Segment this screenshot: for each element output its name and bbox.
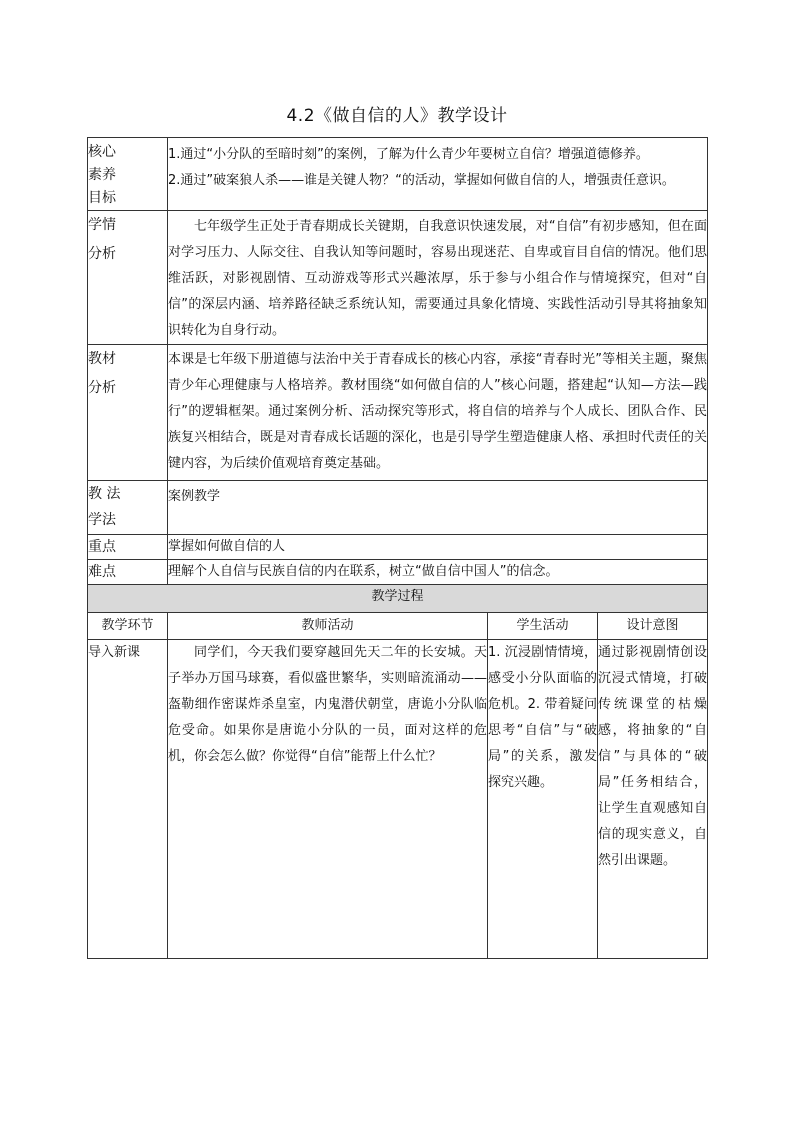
core-literacy-line-1: 1.通过“小分队的至暗时刻”的案例，了解为什么青少年要树立自信？增强道德修养。 [168, 147, 649, 162]
key-point-label: 重点 [88, 535, 168, 560]
material-analysis-cell [168, 345, 708, 481]
row-learner-analysis [88, 211, 708, 345]
row-process-heading [88, 585, 708, 613]
row-core-literacy [88, 138, 708, 211]
row-intro [88, 640, 708, 959]
intro-design-intent: 通过影视剧情创设沉浸式情境，打破传统课堂的枯燥感，将抽象的“自信”与具体的“破局”任务相结合，让学生直观感知自信的现实意义，自然引出课题。 [598, 640, 708, 959]
column-teacher: 教师活动 [168, 613, 488, 640]
core-literacy-content [168, 138, 708, 211]
row-material-analysis [88, 345, 708, 481]
material-analysis-text: 本课是七年级下册道德与法治中关于青春成长的核心内容，承接“青春时光”等相关主题，聚焦青少年心理健康与人格培养。教材围绕“如何做自信的人”核心问题，搭建起“认知—方法—践行”的逻辑框架。通过案例分析、活动探究等形式，将自信的培养与个人成长、团队合作、民族复兴相结合，既是对青春成长话题的深化，也是引导学生塑造健康人格、承担时代责任的关键内容，为后续价值观培育奠定基础。 [168, 352, 708, 471]
process-heading: 教学过程 [88, 585, 708, 613]
intro-teacher-activity: 同学们，今天我们要穿越回先天二年的长安城。天子举办万国马球赛，看似盛世繁华，实则暗流涌动——盔勒细作密谋炸杀皇室，内鬼潜伏朝堂，唐诡小分队临危受命。如果你是唐诡小分队的一员，面对这样的危机，你会怎么做？你觉得“自信”能帮上什么忙？ [168, 645, 487, 764]
learner-analysis-cell [168, 211, 708, 345]
teaching-method-label: 教 法 学法 [88, 481, 168, 535]
column-student: 学生活动 [488, 613, 598, 640]
intro-teacher-cell [168, 640, 488, 959]
core-literacy-line-2: 2.通过”破案狼人杀——谁是关键人物？“的活动，掌握如何做自信的人，增强责任意识。 [168, 173, 675, 188]
difficulty-text: 理解个人自信与民族自信的内在联系，树立“做自信中国人”的信念。 [168, 560, 708, 585]
teaching-method-text: 案例教学 [168, 481, 708, 535]
lesson-plan-table [87, 137, 708, 959]
learner-analysis-text: 七年级学生正处于青春期成长关键期，自我意识快速发展，对“自信”有初步感知，但在面对学习压力、人际交往、自我认知等问题时，容易出现迷茫、自卑或盲目自信的情况。他们思维活跃，对影视剧情、互动游戏等形式兴趣浓厚，乐于参与小组合作与情境探究，但对“自信”的深层内涵、培养路径缺乏系统认知，需要通过具象化情境、实践性活动引导其将抽象知识转化为自身行动。 [168, 219, 708, 338]
key-point-text: 掌握如何做自信的人 [168, 535, 708, 560]
document-title: 4.2《做自信的人》教学设计 [286, 106, 508, 126]
material-analysis-label: 教材 分析 [88, 345, 168, 481]
intro-student-activity: 1. 沉浸剧情情境，感受小分队面临的危机。2. 带着疑问思考“自信”与“破局”的关系，激发探究兴趣。 [488, 640, 598, 959]
row-teaching-method [88, 481, 708, 535]
row-key-point [88, 535, 708, 560]
row-process-columns [88, 613, 708, 640]
core-literacy-label: 核心 素养 目标 [88, 138, 168, 211]
learner-analysis-label: 学情 分析 [88, 211, 168, 345]
column-intent: 设计意图 [598, 613, 708, 640]
column-phase: 教学环节 [88, 613, 168, 640]
row-difficulty [88, 560, 708, 585]
difficulty-label: 难点 [88, 560, 168, 585]
intro-phase: 导入新课 [88, 640, 168, 959]
